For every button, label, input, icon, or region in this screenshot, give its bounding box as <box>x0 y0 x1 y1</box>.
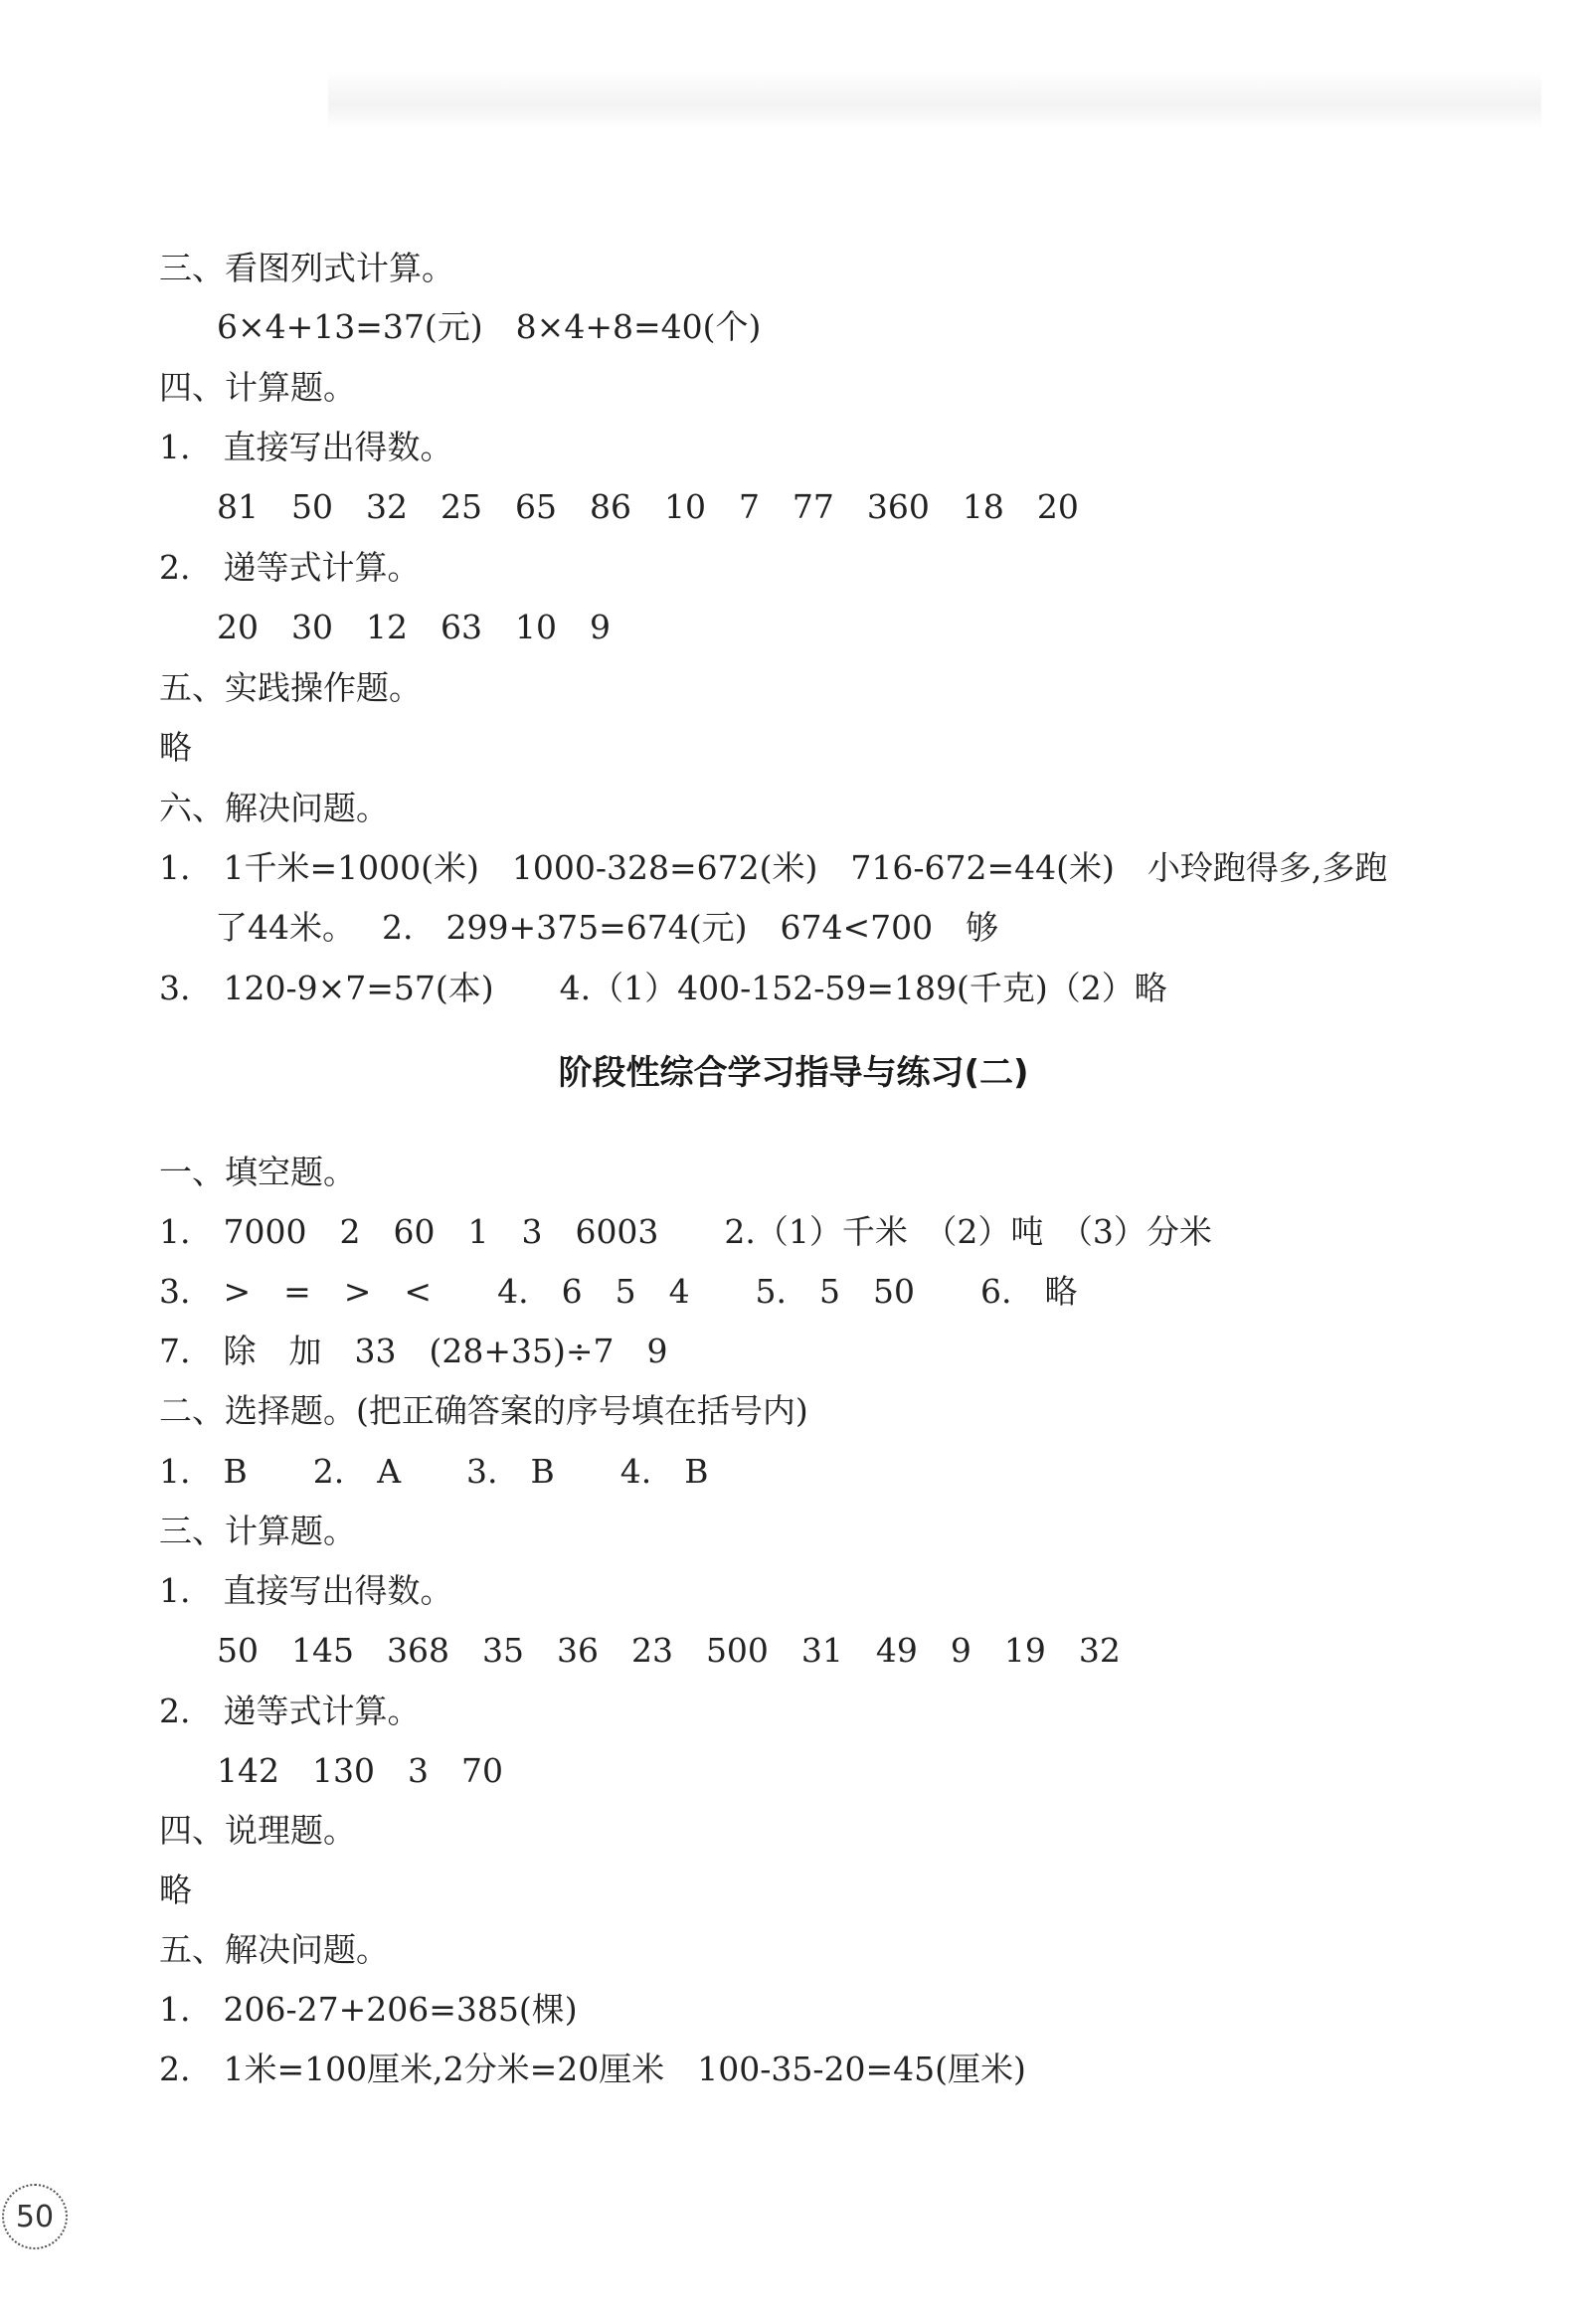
heading-5: 五、解决问题。 <box>159 1930 389 1969</box>
answer-line: 20 30 12 63 10 9 <box>217 608 611 646</box>
answer-line: 1. 7000 2 60 1 3 6003 2.（1）千米 （2）吨 （3）分米 <box>159 1212 1212 1251</box>
heading-6: 六、解决问题。 <box>159 789 389 827</box>
heading-5: 五、实践操作题。 <box>159 668 422 707</box>
section-title: 阶段性综合学习指导与练习(二) <box>558 1053 1029 1093</box>
page-number: 50 <box>2 2184 68 2249</box>
sub-item: 2. 递等式计算。 <box>159 548 421 587</box>
answer-line: 3. 120-9×7=57(本) 4.（1）400-152-59=189(千克)（2）略 <box>159 969 1167 1007</box>
answer-line: 略 <box>159 1871 192 1909</box>
answer-line: 3. > = > < 4. 6 5 4 5. 5 50 6. 略 <box>159 1272 1078 1311</box>
heading-4: 四、计算题。 <box>159 368 356 407</box>
answer-line: 142 130 3 70 <box>217 1751 503 1790</box>
answer-line: 略 <box>159 728 192 767</box>
answer-line: 2. 1米=100厘米,2分米=20厘米 100-35-20=45(厘米) <box>159 2050 1026 2088</box>
sub-item: 1. 直接写出得数。 <box>159 1571 453 1610</box>
sub-item: 1. 直接写出得数。 <box>159 428 453 466</box>
answer-line: 7. 除 加 33 (28+35)÷7 9 <box>159 1332 668 1370</box>
heading-3: 三、看图列式计算。 <box>159 249 454 287</box>
sub-item: 2. 递等式计算。 <box>159 1692 421 1730</box>
scan-artifact <box>328 70 1541 129</box>
heading-2: 二、选择题。(把正确答案的序号填在括号内) <box>159 1391 808 1430</box>
heading-3: 三、计算题。 <box>159 1512 356 1550</box>
answer-line: 50 145 368 35 36 23 500 31 49 9 19 32 <box>217 1631 1121 1670</box>
answer-line: 6×4+13=37(元) 8×4+8=40(个) <box>217 307 762 346</box>
answer-line: 81 50 32 25 65 86 10 7 77 360 18 20 <box>217 487 1079 526</box>
heading-1: 一、填空题。 <box>159 1153 356 1191</box>
answer-line: 了44米。 2. 299+375=674(元) 674<700 够 <box>215 908 999 947</box>
answer-line: 1. 1千米=1000(米) 1000-328=672(米) 716-672=44(米) 小玲跑得多,多跑 <box>159 848 1388 887</box>
heading-4: 四、说理题。 <box>159 1811 356 1850</box>
answer-line: 1. B 2. A 3. B 4. B <box>159 1452 709 1491</box>
answer-line: 1. 206-27+206=385(棵) <box>159 1990 578 2029</box>
